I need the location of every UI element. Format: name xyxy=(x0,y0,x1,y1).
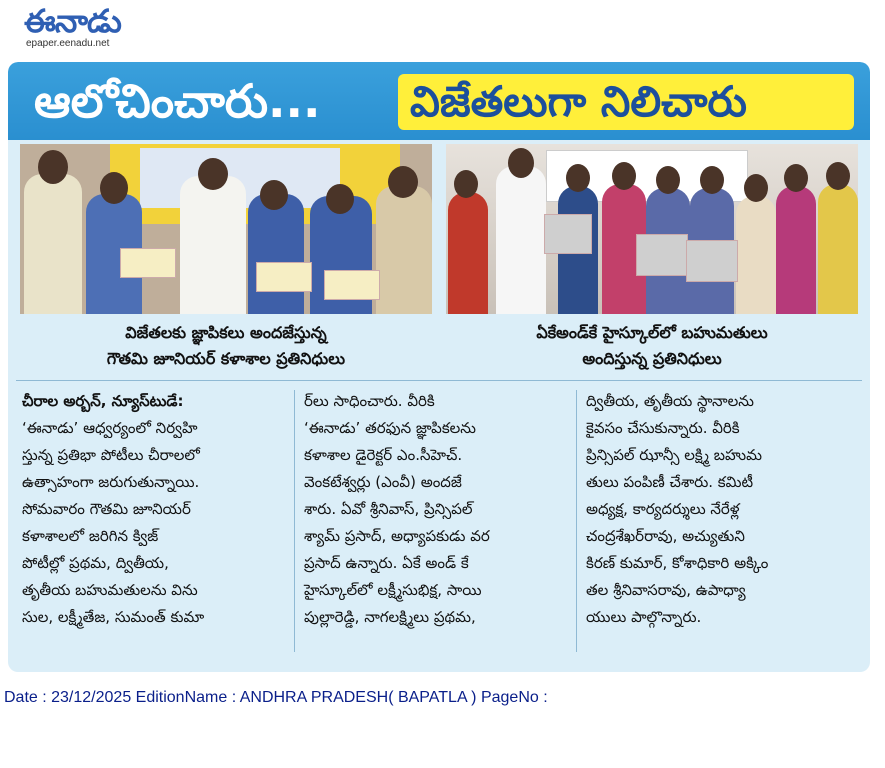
article-line: సుల, లక్ష్మీతేజ, సుమంత్ కుమా xyxy=(22,608,205,626)
article-line: ఉత్సాహంగా జరుగుతున్నాయి. xyxy=(22,473,200,491)
article-line: ర్‌లు సాధించారు. వీరికి xyxy=(304,392,435,410)
photo-left-head xyxy=(100,172,128,204)
photo-left-certificate xyxy=(256,262,312,292)
article-line: శ్యామ్ ప్రసాద్, అధ్యాపకుడు వర xyxy=(304,527,490,545)
article-line: తృతీయ బహుమతులను విను xyxy=(22,581,198,599)
article-line: తల శ్రీనివాసరావు, ఉపాధ్యా xyxy=(586,581,746,599)
photo-right-head xyxy=(744,174,768,202)
article-dateline: చీరాల అర్బన్, న్యూస్‌టుడే: xyxy=(22,392,184,410)
photo-left-person xyxy=(180,176,246,314)
article-line: వెంకటేశ్వర్లు (ఎంవీ) అందజే xyxy=(304,473,462,491)
article-column-1 xyxy=(22,388,290,631)
photo-left-head xyxy=(326,184,354,214)
photo-right-certificate xyxy=(544,214,592,254)
photo-left-person xyxy=(248,194,304,314)
article-line: కైవసం చేసుకున్నారు. వీరికి xyxy=(586,419,740,437)
article-line: ప్రిన్సిపల్ ఝాన్సీ లక్ష్మి బహుమ xyxy=(586,446,762,464)
photo-left-certificate xyxy=(324,270,380,300)
photo-right xyxy=(446,144,858,314)
photo-right-head xyxy=(784,164,808,192)
photo-right-head xyxy=(700,166,724,194)
article-line: పుల్లారెడ్డి, నాగలక్ష్మిలు ప్రథమ, xyxy=(304,608,476,626)
caption-right-line2: అందిస్తున్న ప్రతినిధులు xyxy=(582,349,722,368)
article-line: చంద్రశేఖర్‌రావు, అచ్యుతుని xyxy=(586,527,745,545)
article-line: తులు పంపిణీ చేశారు. కమిటీ xyxy=(586,473,754,491)
article-line: కళాశాలలో జరిగిన క్విజ్ xyxy=(22,527,159,545)
article-line: కిరణ్ కుమార్, కోశాధికారి అక్కిం xyxy=(586,554,769,572)
headline-part2: విజేతలుగా నిలిచారు xyxy=(410,77,747,126)
news-clipping xyxy=(8,62,870,672)
caption-left xyxy=(20,320,432,372)
article-line: హైస్కూల్‌లో లక్ష్మీసుభిక్ష, సాయి xyxy=(304,581,482,599)
photo-left-person xyxy=(24,174,82,314)
column-divider xyxy=(294,390,295,652)
photo-left-head xyxy=(388,166,418,198)
article-column-3 xyxy=(586,388,854,631)
article-line: ద్వితీయ, తృతీయ స్థానాలను xyxy=(586,392,754,410)
photo-left-head xyxy=(260,180,288,210)
photo-right-head xyxy=(508,148,534,178)
photo-right-person xyxy=(736,196,776,314)
edition-footer: Date : 23/12/2025 EditionName : ANDHRA PRADESH( BAPATLA ) PageNo : xyxy=(4,689,548,706)
article-line: సోమవారం గౌతమి జూనియర్ xyxy=(22,500,191,518)
logo-text: ఈనాడు xyxy=(24,2,121,40)
photo-right-head xyxy=(656,166,680,194)
photo-left-head xyxy=(38,150,68,184)
headline-part1: ఆలోచించారు... xyxy=(34,74,321,128)
article-line: ప్రసాద్ ఉన్నారు. ఏకే అండ్ కే xyxy=(304,554,469,572)
headline-highlight xyxy=(398,74,854,130)
photo-right-certificate xyxy=(686,240,738,282)
caption-divider xyxy=(16,380,862,381)
caption-left-line1: విజేతలకు జ్ఞాపికలు అందజేస్తున్న xyxy=(125,323,327,342)
photo-right-person xyxy=(448,192,488,314)
photo-right-head xyxy=(826,162,850,190)
photo-left-person xyxy=(376,186,432,314)
eenadu-logo[interactable] xyxy=(24,2,144,52)
article-line: కళాశాల డైరెక్టర్ ఎం.సీహెచ్. xyxy=(304,446,463,464)
logo-url: epaper.eenadu.net xyxy=(26,38,110,49)
photo-right-person xyxy=(818,184,858,314)
column-divider xyxy=(576,390,577,652)
photo-right-head xyxy=(612,162,636,190)
caption-right-line1: ఏకేఅండ్‌కే హైస్కూల్‌లో బహుమతులు xyxy=(536,323,768,342)
photo-left xyxy=(20,144,432,314)
photo-left-head xyxy=(198,158,228,190)
photo-right-head xyxy=(566,164,590,192)
article-line: స్తున్న ప్రతిభా పోటీలు చీరాలలో xyxy=(22,446,200,464)
article-column-2 xyxy=(304,388,572,631)
photo-right-person xyxy=(496,166,546,314)
photo-right-head xyxy=(454,170,478,198)
article-line: అధ్యక్ష, కార్యదర్శులు నేరేళ్ల xyxy=(586,500,740,518)
photo-left-certificate xyxy=(120,248,176,278)
article-line: శారు. ఏవో శ్రీనివాస్, ప్రిన్సిపల్ xyxy=(304,500,473,518)
article-line: ‘ఈనాడు’ తరఫున జ్ఞాపికలను xyxy=(304,419,476,437)
caption-left-line2: గౌతమి జూనియర్ కళాశాల ప్రతినిధులు xyxy=(106,349,346,368)
article-line: ‘ఈనాడు’ ఆధ్వర్యంలో నిర్వహి xyxy=(22,419,198,437)
caption-right xyxy=(446,320,858,372)
photo-right-certificate xyxy=(636,234,688,276)
article-line: పోటీల్లో ప్రథమ, ద్వితీయ, xyxy=(22,554,169,572)
headline-banner xyxy=(8,62,870,140)
photo-right-person xyxy=(776,186,816,314)
article-line: యులు పాల్గొన్నారు. xyxy=(586,608,702,626)
